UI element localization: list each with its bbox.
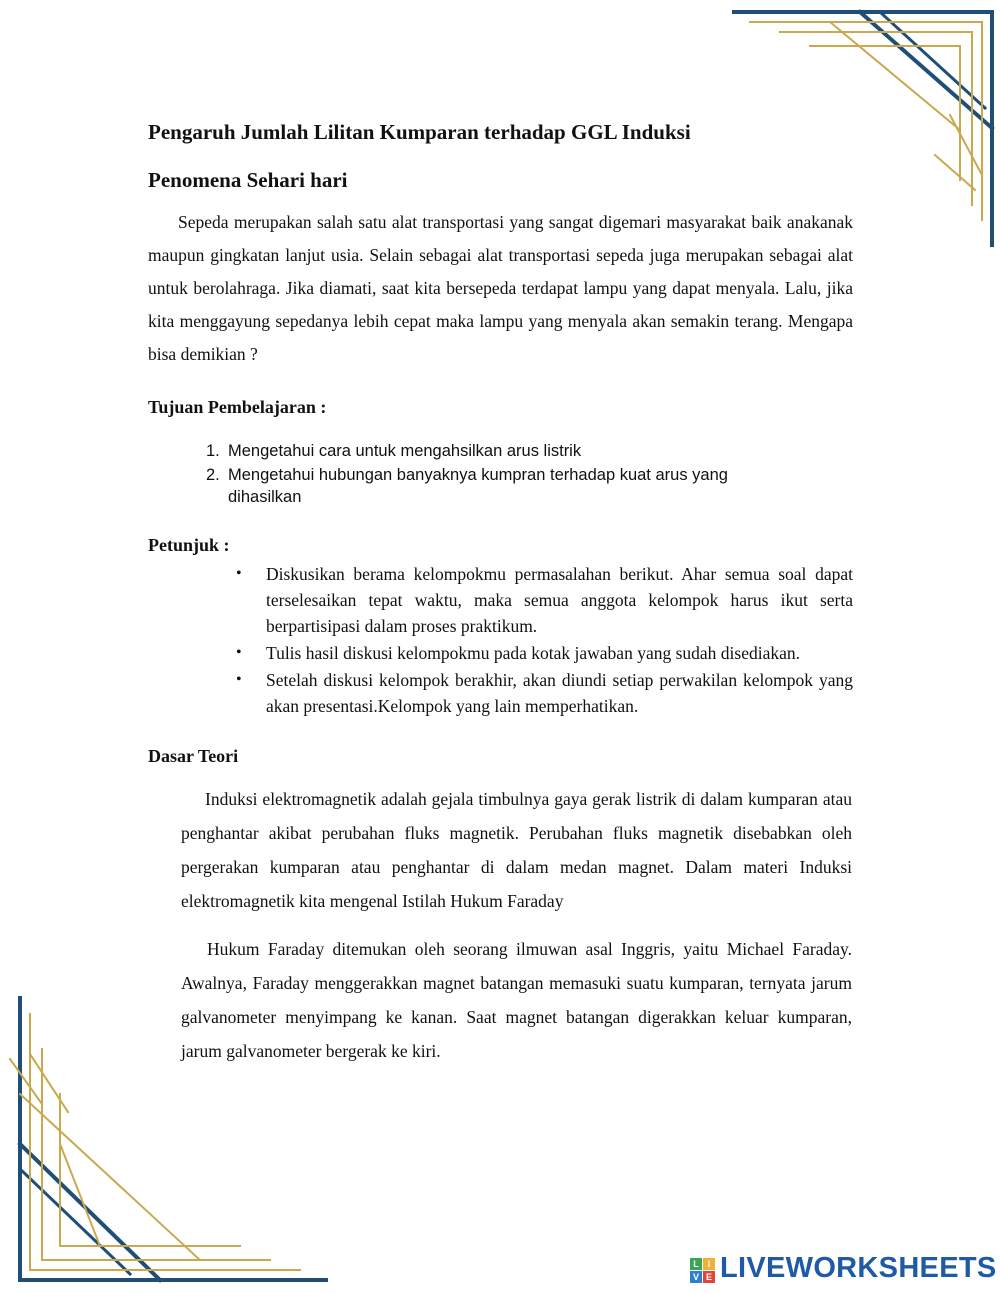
theory-paragraph-2: Hukum Faraday ditemukan oleh seorang ilmuwan asal Inggris, yaitu Michael Faraday. Awalnya, Faraday menggerakkan magnet batangan memasuki suatu kumparan, ternyata jarum galvanometer menyimpang ke kanan. Saat magnet batangan digerakkan keluar kumparan, jarum galvanometer bergerak ke kiri. <box>181 939 852 1061</box>
objective-item <box>206 440 796 462</box>
logo-block-e: E <box>703 1271 715 1283</box>
objective-item <box>206 464 796 508</box>
instruction-item: • Setelah diskusi kelompok berakhir, akan diundi setiap perwakilan kelompok yang akan presentasi.Kelompok yang lain memperhatikan. <box>236 667 853 719</box>
theory-paragraph-1: Induksi elektromagnetik adalah gejala timbulnya gaya gerak listrik di dalam kumparan atau penghantar akibat perubahan fluks magnetik. Perubahan fluks magnetik disebabkan oleh pergerakan kumparan atau penghantar di dalam medan magnet. Dalam materi Induksi elektromagnetik kita mengenal Istilah Hukum Faraday <box>181 789 852 911</box>
objectives-heading: Tujuan Pembelajaran : <box>148 397 327 417</box>
instructions-heading: Petunjuk : <box>148 535 230 555</box>
theory-heading: Dasar Teori <box>148 746 239 766</box>
instructions-list <box>236 561 853 720</box>
objective-text: Mengetahui cara untuk mengahsilkan arus listrik <box>228 442 582 460</box>
objectives-list <box>206 440 796 508</box>
logo-block-i: I <box>703 1258 715 1270</box>
logo-text: LIVEWORKSHEETS <box>720 1252 997 1284</box>
phenomenon-paragraph: Sepeda merupakan salah satu alat transportasi yang sangat digemari masyarakat baik anakanak maupun gingkatan lanjut usia. Selain sebagai alat transportasi sepeda juga merupakan sebagai alat untuk berolahraga. Jika diamati, saat kita bersepeda terdapat lampu yang dapat menyala. Lalu, jika kita menggayung sepedanya lebih cepat maka lampu yang menyala akan semakin terang. Mengapa bisa demikian ? <box>148 212 853 364</box>
logo-block-v: V <box>690 1271 702 1283</box>
logo-block-l: L <box>690 1258 702 1270</box>
objective-number: 1. <box>206 442 220 460</box>
phenomenon-heading: Penomena Sehari hari <box>148 168 348 192</box>
instruction-item: • Tulis hasil diskusi kelompokmu pada kotak jawaban yang sudah disediakan. <box>236 640 853 666</box>
objective-text: Mengetahui hubungan banyaknya kumpran terhadap kuat arus yang dihasilkan <box>228 466 728 506</box>
objective-number: 2. <box>206 466 220 484</box>
page-title: Pengaruh Jumlah Lilitan Kumparan terhadap GGL Induksi <box>148 120 691 144</box>
logo-blocks-icon <box>690 1258 716 1284</box>
instruction-item: • Diskusikan berama kelompokmu permasalahan berikut. Ahar semua soal dapat terselesaikan tepat waktu, maka semua anggota kelompok harus ikut serta berpartisipasi dalam proses praktikum. <box>236 561 853 639</box>
liveworksheets-logo[interactable] <box>690 1252 997 1288</box>
